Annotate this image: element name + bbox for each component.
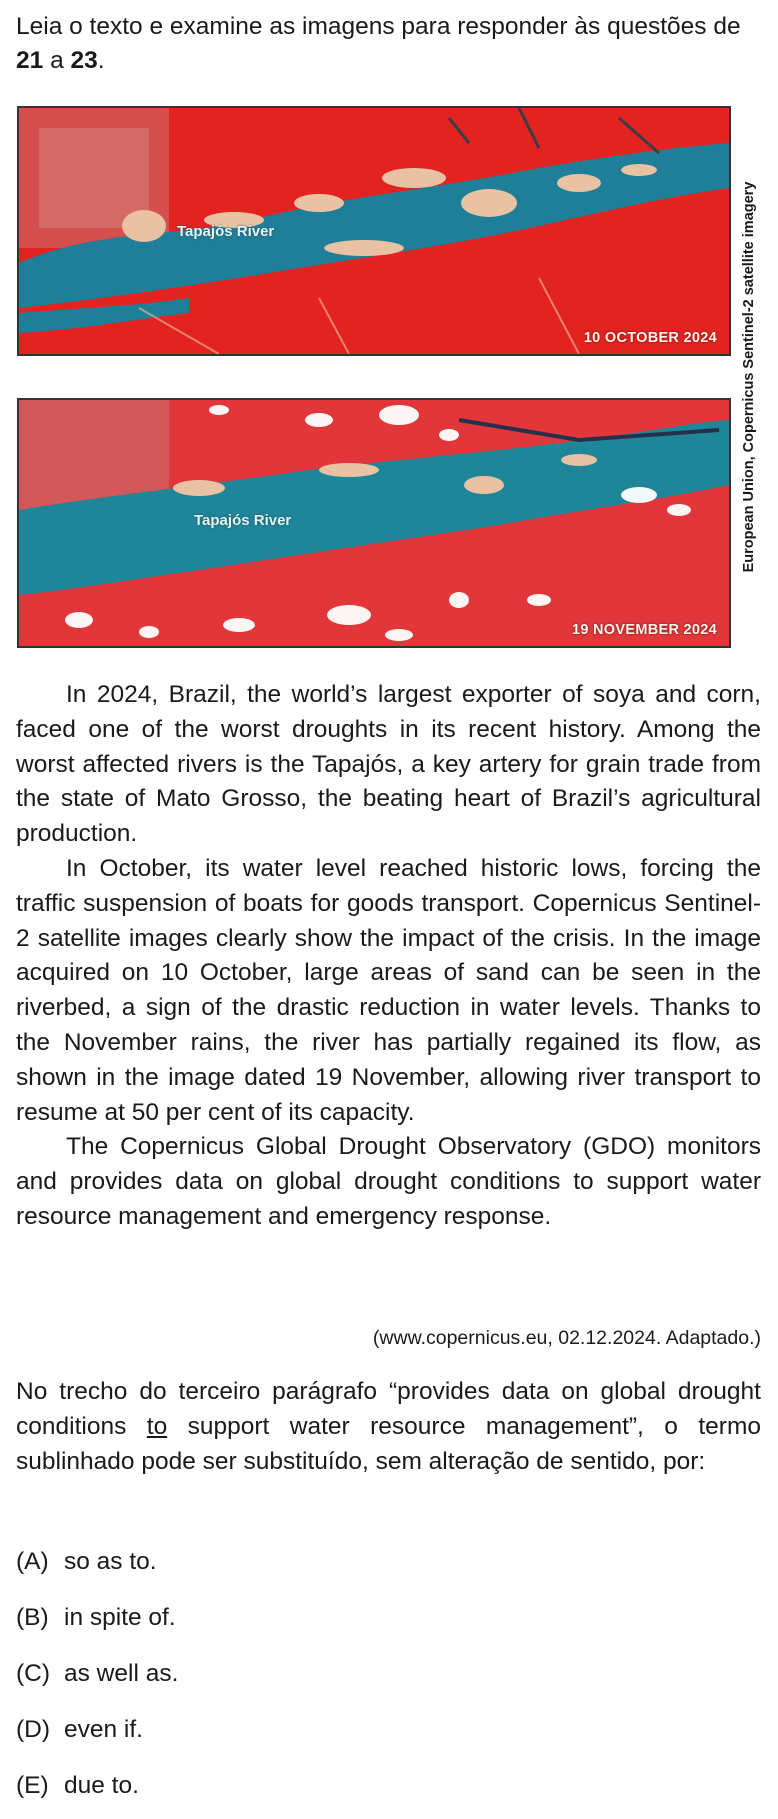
- underlined-term: to: [146, 1412, 168, 1440]
- question-range-end: 23: [70, 47, 98, 74]
- option-c[interactable]: [16, 1660, 178, 1688]
- question-stem: [16, 1375, 761, 1479]
- satellite-image-november: [17, 398, 731, 648]
- option-b[interactable]: [16, 1604, 176, 1632]
- option-a[interactable]: [16, 1548, 157, 1576]
- option-letter: (B): [16, 1604, 49, 1631]
- reading-passage: [16, 678, 761, 1235]
- passage-source: (www.copernicus.eu, 02.12.2024. Adaptado.): [372, 1327, 761, 1349]
- intro-text: Leia o texto e examine as imagens para responder às questões de: [16, 13, 741, 40]
- option-text: as well as.: [64, 1660, 179, 1687]
- intro-conjunction: a: [43, 47, 71, 74]
- satellite-image-november-graphic: [19, 400, 729, 646]
- passage-paragraph: The Copernicus Global Drought Observatory (GDO) monitors and provides data on global drought conditions to support water resource management and emergency response.: [16, 1133, 761, 1230]
- intro-period: .: [97, 47, 105, 74]
- image-credit-text: European Union, Copernicus Sentinel-2 satellite imagery: [741, 181, 757, 573]
- passage-paragraph: In October, its water level reached historic lows, forcing the traffic suspension of boats for goods transport. Copernicus Sentinel-2 satellite images clearly show the impact of the crisis. In the image acquired on 10 October, large areas of sand can be seen in the riverbed, a sign of the drastic reduction in water levels. Thanks to the November rains, the river has partially regained its flow, as shown in the image dated 19 November, allowing river transport to resume at 50 per cent of its capacity.: [16, 854, 761, 1126]
- question-text-before: No trecho do terceiro parágrafo “provides data on global drought conditions: [16, 1378, 761, 1440]
- satellite-image-october: [17, 106, 731, 356]
- option-letter: (E): [16, 1772, 49, 1799]
- option-text: due to.: [64, 1772, 139, 1799]
- option-text: in spite of.: [64, 1604, 176, 1631]
- option-d[interactable]: [16, 1716, 143, 1744]
- satellite-image-october-graphic: [19, 108, 729, 354]
- question-text-after: support water resource management”, o termo sublinhado pode ser substituído, sem alteração de sentido, por:: [16, 1412, 761, 1475]
- passage-paragraph: In 2024, Brazil, the world’s largest exporter of soya and corn, faced one of the worst droughts in its recent history. Among the worst affected rivers is the Tapajós, a key artery for grain trade from the state of Mato Grosso, the beating heart of Brazil’s agricultural production.: [16, 681, 761, 848]
- image-credit: [735, 106, 763, 648]
- option-text: so as to.: [64, 1548, 157, 1575]
- image-date-label: 10 OCTOBER 2024: [583, 330, 717, 346]
- river-label: Tapajós River: [177, 223, 275, 240]
- option-letter: (D): [16, 1716, 51, 1743]
- image-date-label: 19 NOVEMBER 2024: [571, 622, 717, 638]
- option-letter: (C): [16, 1660, 51, 1687]
- option-text: even if.: [64, 1716, 143, 1743]
- river-label: Tapajós River: [194, 512, 292, 529]
- option-letter: (A): [16, 1548, 49, 1575]
- intro-instructions: [16, 10, 761, 78]
- question-range-start: 21: [16, 47, 44, 74]
- option-e[interactable]: [16, 1772, 139, 1800]
